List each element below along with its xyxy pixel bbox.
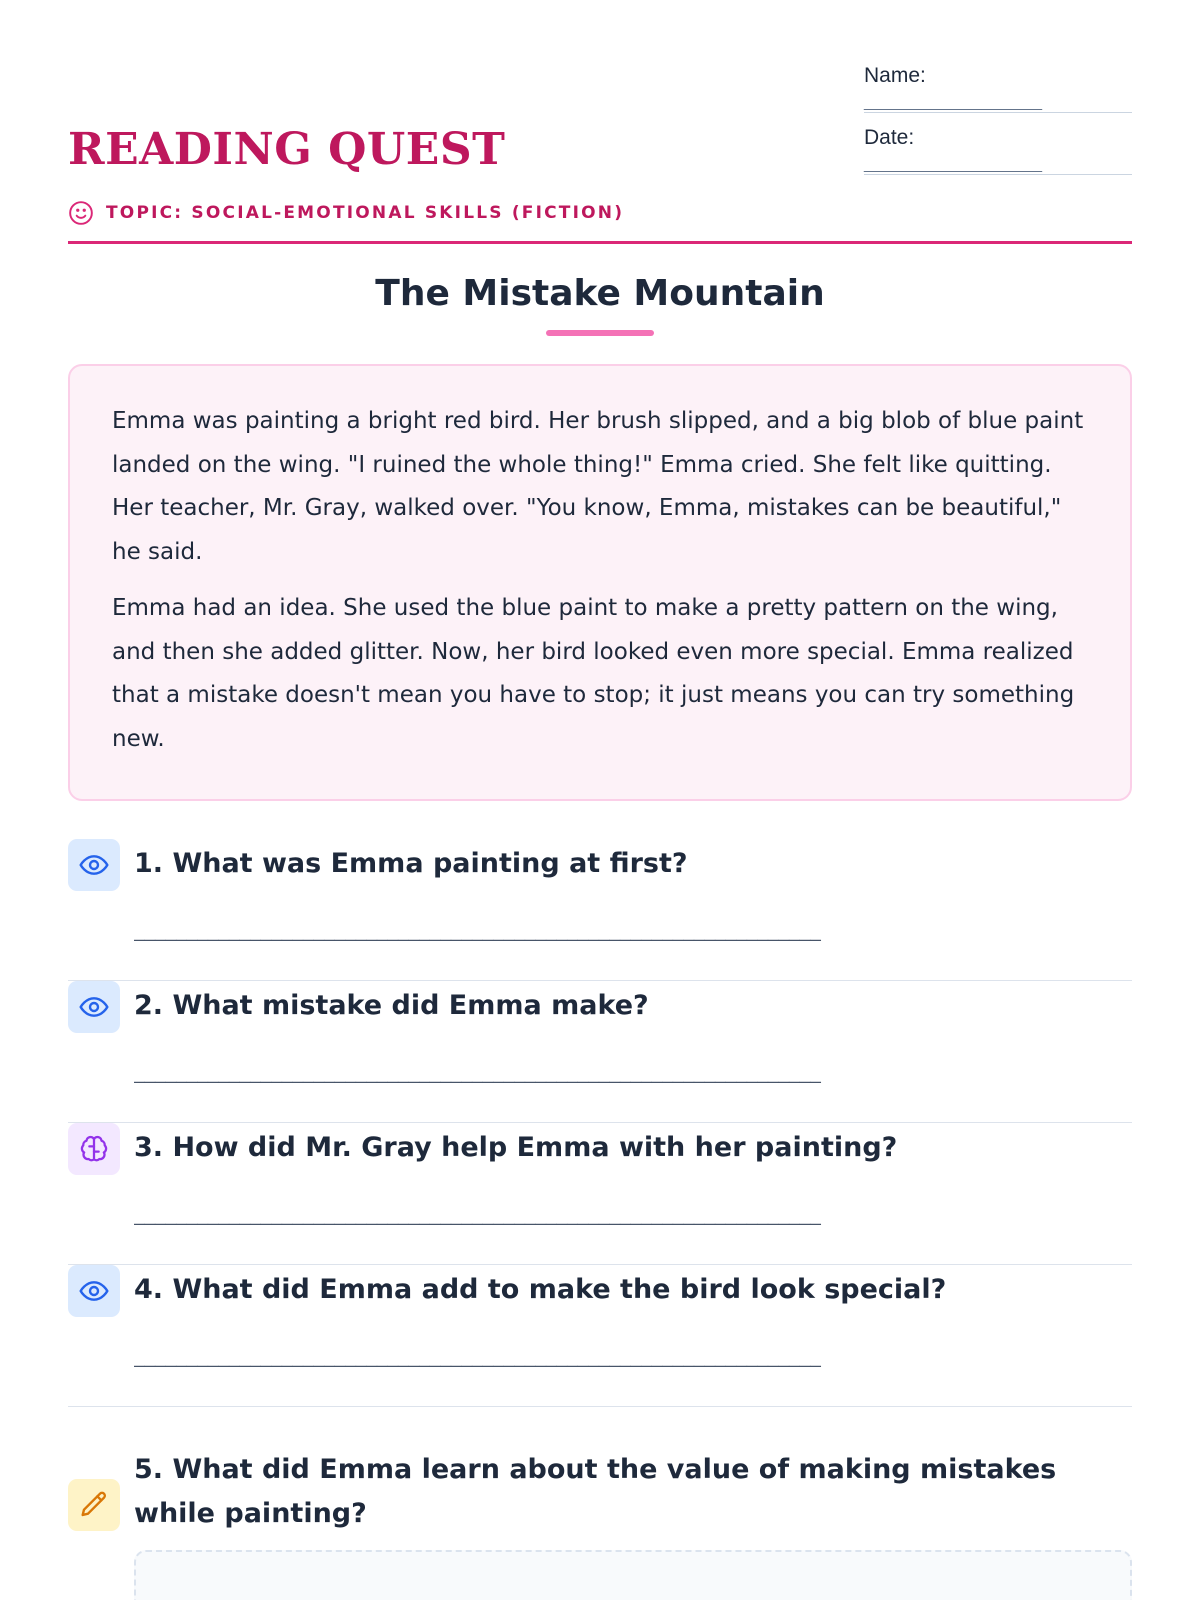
answer-line[interactable]: _________________________________________________________________ xyxy=(134,921,821,942)
question-text: 5. What did Emma learn about the value of making mistakes while painting? xyxy=(134,1454,1057,1529)
eye-icon xyxy=(68,839,120,891)
reading-passage xyxy=(68,364,1132,801)
answer-box[interactable] xyxy=(134,1550,1132,1600)
worksheet-header xyxy=(68,0,1132,245)
header-divider xyxy=(68,241,1132,244)
brain-icon xyxy=(68,1123,120,1175)
story-title: The Mistake Mountain xyxy=(375,273,825,314)
date-label: Date: xyxy=(864,126,915,149)
answer-line[interactable]: _________________________________________________________________ xyxy=(134,1347,821,1368)
question-item xyxy=(68,1123,1132,1265)
date-field[interactable] xyxy=(864,126,1132,188)
question-item xyxy=(68,1407,1132,1600)
title-underline xyxy=(546,330,654,336)
name-blank[interactable]: ____________________ xyxy=(864,96,1132,113)
answer-line[interactable]: _________________________________________________________________ xyxy=(134,1205,821,1226)
brand-title: READING QUEST xyxy=(68,124,506,175)
question-list xyxy=(68,839,1132,1600)
question-text: 4. What did Emma add to make the bird look special? xyxy=(134,1274,947,1305)
name-field[interactable] xyxy=(864,64,1132,126)
question-text: 1. What was Emma painting at first? xyxy=(134,848,688,879)
question-text: 2. What mistake did Emma make? xyxy=(134,990,649,1021)
passage-paragraph: Emma was painting a bright red bird. Her brush slipped, and a big blob of blue paint landed on the wing. "I ruined the whole thing!" Emma cried. She felt like quitting. Her teacher, Mr. Gray, walked over. "You know, Emma, mistakes can be beautiful," he said. xyxy=(112,408,1084,565)
student-info xyxy=(864,64,1132,188)
name-label: Name: xyxy=(864,64,926,87)
question-item xyxy=(68,1265,1132,1407)
question-item xyxy=(68,839,1132,981)
eye-icon xyxy=(68,981,120,1033)
answer-line[interactable]: _________________________________________________________________ xyxy=(134,1063,821,1084)
question-text: 3. How did Mr. Gray help Emma with her painting? xyxy=(134,1132,898,1163)
topic-text: TOPIC: SOCIAL-EMOTIONAL SKILLS (FICTION) xyxy=(106,203,625,223)
smiley-icon xyxy=(68,200,94,226)
question-item xyxy=(68,981,1132,1123)
pencil-icon xyxy=(68,1479,120,1531)
date-blank[interactable]: ____________________ xyxy=(864,158,1132,175)
passage-paragraph: Emma had an idea. She used the blue paint to make a pretty pattern on the wing, and then she added glitter. Now, her bird looked even more special. Emma realized that a mistake doesn't mean you have to stop; it just means you can try something new. xyxy=(112,595,1075,752)
topic-label xyxy=(68,200,624,226)
eye-icon xyxy=(68,1265,120,1317)
